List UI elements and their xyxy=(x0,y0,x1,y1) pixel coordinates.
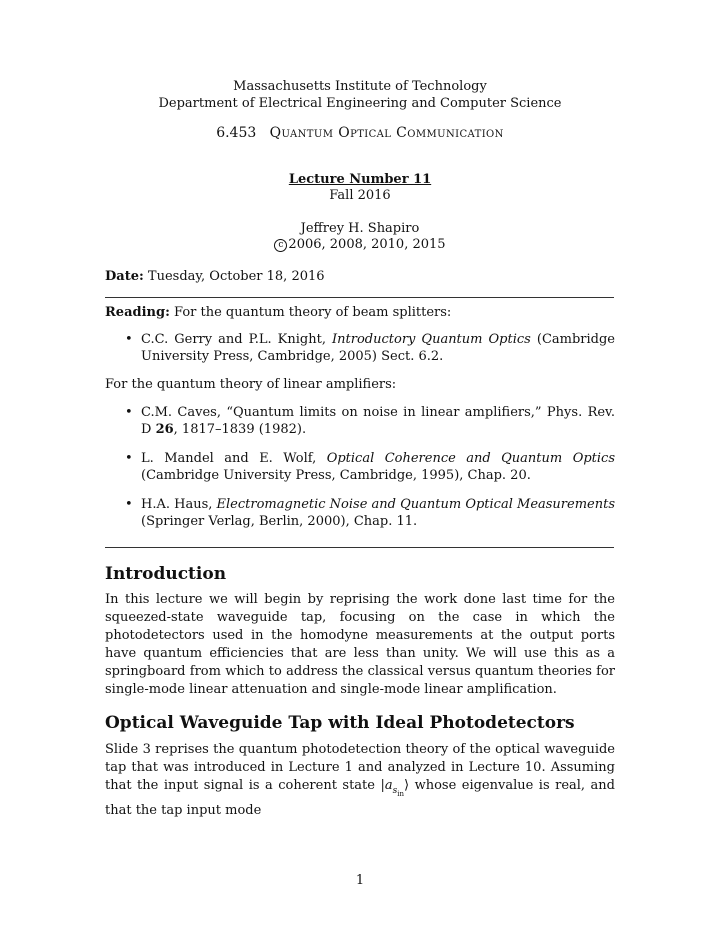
introduction-body: In this lecture we will begin by reprising the work done last time for the squeezed-state waveguide tap, focusing on the case in which the photodetectors used in the homodyne measurements at the output ports have quantum efficiencies that are less than unity. We will use this as a springboard from which to address the classical versus quantum theories for single-mode linear attenuation and single-mode linear amplification. xyxy=(105,592,615,697)
reference-item: • H.A. Haus, Electromagnetic Noise and Quantum Optical Measurements (Springer Verlag, Berlin, 2000), Chap. 11. xyxy=(125,497,615,529)
copyright xyxy=(0,236,720,253)
copyright-icon: c xyxy=(274,239,287,252)
term: Fall 2016 xyxy=(329,188,391,203)
lecture-number: Lecture Number 11 xyxy=(288,172,432,187)
reference-item: • L. Mandel and E. Wolf, Optical Coherence and Quantum Optics (Cambridge University Press, Cambridge, 1995), Chap. 20. xyxy=(125,451,616,483)
introduction-heading: Introduction xyxy=(105,564,227,584)
page-number: 1 xyxy=(355,873,365,888)
institution: Massachusetts Institute of Technology xyxy=(233,79,487,94)
bullet-icon: • xyxy=(125,332,133,347)
reference-item: • C.M. Caves, “Quantum limits on noise in linear amplifiers,” Phys. Rev. D 26, 1817–1839 (1982). xyxy=(125,405,615,437)
date-line xyxy=(105,268,325,285)
top-rule xyxy=(105,297,614,298)
bullet-icon: • xyxy=(125,451,133,466)
course-number: 6.453 xyxy=(216,125,257,141)
amplifiers-intro: For the quantum theory of linear amplifiers: xyxy=(105,377,397,392)
tap-section-heading: Optical Waveguide Tap with Ideal Photodetectors xyxy=(105,713,575,733)
course-title: Quantum Optical Communication xyxy=(269,125,504,141)
copyright-years: 2006, 2008, 2010, 2015 xyxy=(288,237,446,252)
date-value: Tuesday, October 18, 2016 xyxy=(147,269,325,284)
reference-item: • C.C. Gerry and P.L. Knight, Introductory Quantum Optics (Cambridge University Press, Cambridge, 2005) Sect. 6.2. xyxy=(125,332,616,364)
reading-intro: For the quantum theory of beam splitters: xyxy=(174,305,452,320)
tap-section-body: Slide 3 reprises the quantum photodetection theory of the optical waveguide tap that was introduced in Lecture 1 and analyzed in Lecture 10. Assuming that the input signal is a coherent state $|a_{s_{in}}⟩$ whose eigenvalue is real, and that the tap input mode xyxy=(105,742,615,819)
amplifier-references xyxy=(105,496,615,530)
amplifier-references xyxy=(105,404,615,438)
reading-label: Reading: xyxy=(105,305,170,320)
reading-line xyxy=(105,304,451,321)
beam-splitter-references xyxy=(105,331,615,365)
course-heading xyxy=(0,125,720,141)
bottom-rule xyxy=(105,547,614,548)
department: Department of Electrical Engineering and Computer Science xyxy=(158,96,562,111)
date-label: Date: xyxy=(105,269,144,284)
author: Jeffrey H. Shapiro xyxy=(300,221,420,236)
bullet-icon: • xyxy=(125,405,133,420)
bullet-icon: • xyxy=(125,497,133,512)
amplifier-references xyxy=(105,450,615,484)
